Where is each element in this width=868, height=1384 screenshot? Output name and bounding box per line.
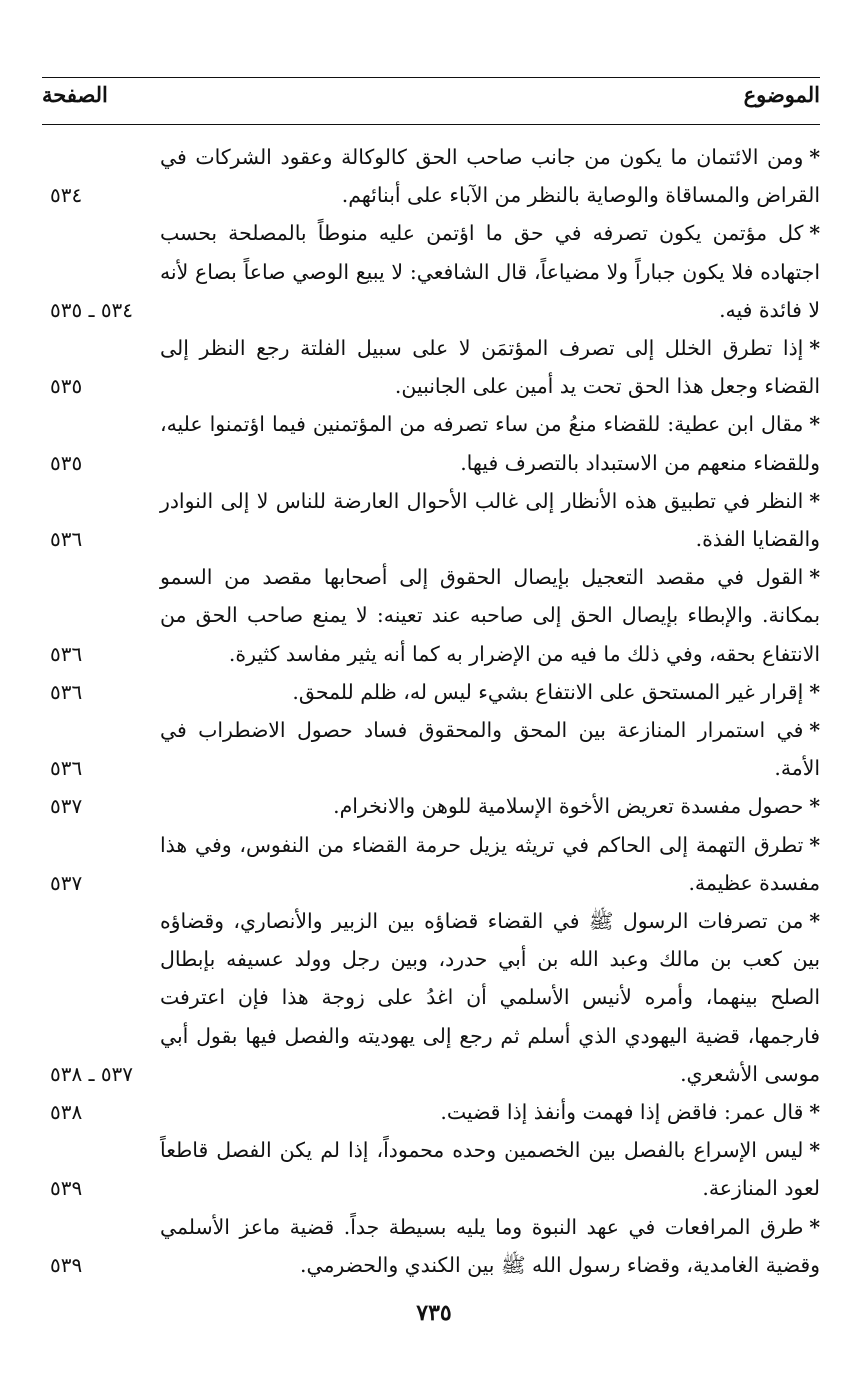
entry-page-ref: ٥٣٥ xyxy=(50,374,83,399)
entry-page-ref: ٥٣٩ xyxy=(50,1252,83,1277)
entry-topic: تطرق التهمة إلى الحاكم في تريثه يزيل حرمة القضاء من النفوس، وفي هذا مفسدة عظيمة. xyxy=(160,832,820,895)
index-entry xyxy=(42,405,820,481)
entry-page-ref: ٥٣٧ xyxy=(50,870,83,895)
page-column-heading: الصفحة xyxy=(42,82,108,107)
entry-topic: قال عمر: فاقض إذا فهمت وأنفذ إذا قضيت. xyxy=(440,1100,804,1125)
entry-topic: مقال ابن عطية: للقضاء منعُ من ساء تصرفه من المؤتمنين فيما اؤتمنوا عليه، وللقضاء منعهم من الاستبداد بالتصرف فيها. xyxy=(160,412,820,475)
topic-column-heading: الموضوع xyxy=(743,82,820,107)
entry-text xyxy=(160,558,820,673)
entry-text xyxy=(160,673,820,711)
bullet-asterisk: * xyxy=(809,145,820,169)
index-entry xyxy=(42,711,820,787)
entry-text xyxy=(160,711,820,787)
entry-text xyxy=(160,1093,820,1131)
entry-text xyxy=(160,826,820,902)
entry-text xyxy=(160,329,820,405)
index-entry xyxy=(42,902,820,1093)
entry-page-ref: ٥٣٤ ـ ٥٣٥ xyxy=(50,297,134,322)
bullet-asterisk: * xyxy=(809,679,820,704)
entry-topic: طرق المرافعات في عهد النبوة وما يليه بسيطة جداً. قضية ماعز الأسلمي وقضية الغامدية، وقضاء رسول الله ﷺ بين الكندي والحضرمي. xyxy=(160,1214,820,1277)
index-entries xyxy=(42,138,820,1284)
bullet-asterisk: * xyxy=(809,221,820,246)
page-number: ٧٣٥ xyxy=(416,1300,452,1326)
bullet-asterisk: * xyxy=(809,412,820,437)
entry-topic: من تصرفات الرسول ﷺ في القضاء قضاؤه بين الزبير والأنصاري، وقضاؤه بين كعب بن مالك وعبد الله بن أبي حدرد، وبين رجل وولد عسيفه بإبطال الصلح بينهما، وأمره لأنيس الأسلمي أن اغدُ على زوجة هذا فإن اعترفت فارجمها، قضية اليهودي الذي أسلم ثم رجع إلى يهوديته والفصل فيها بقول أبي موسى الأشعري. xyxy=(160,909,820,1086)
bullet-asterisk: * xyxy=(809,718,820,743)
index-entry xyxy=(42,787,820,825)
index-entry xyxy=(42,558,820,673)
entry-text xyxy=(160,138,820,214)
entry-topic: حصول مفسدة تعريض الأخوة الإسلامية للوهن والانخرام. xyxy=(333,794,804,819)
index-entry xyxy=(42,138,820,214)
index-entry xyxy=(42,1093,820,1131)
entry-text xyxy=(160,902,820,1093)
bullet-asterisk: * xyxy=(809,832,820,857)
entry-topic: النظر في تطبيق هذه الأنظار إلى غالب الأحوال العارضة للناس لا إلى النوادر والقضايا الفذة. xyxy=(160,488,820,552)
entry-page-ref: ٥٣٤ xyxy=(50,183,83,208)
entry-topic: ومن الائتمان ما يكون من جانب صاحب الحق كالوكالة وعقود الشركات في القراض والمساقاة والوصاية بالنظر من الآباء على أبنائهم. xyxy=(160,145,820,208)
entry-page-ref: ٥٣٥ xyxy=(50,450,83,475)
header-bottom-rule xyxy=(42,124,820,125)
bullet-asterisk: * xyxy=(809,794,820,819)
entry-text xyxy=(160,1131,820,1207)
entry-page-ref: ٥٣٧ ـ ٥٣٨ xyxy=(50,1061,134,1086)
bullet-asterisk: * xyxy=(809,488,820,513)
bullet-asterisk: * xyxy=(809,909,820,934)
entry-topic: القول في مقصد التعجيل بإيصال الحقوق إلى أصحابها مقصد من السمو بمكانة. والإبطاء بإيصال الحق إلى صاحبه عند تعينه: لا يمنع صاحب الحق من الانتفاع بحقه، وفي ذلك ما فيه من الإضرار به كما أنه يثير مفاسد كثيرة. xyxy=(160,565,820,666)
entry-topic: إقرار غير المستحق على الانتفاع بشيء ليس له، ظلم للمحق. xyxy=(292,679,804,704)
entry-text xyxy=(160,214,820,329)
index-entry xyxy=(42,826,820,902)
index-entry xyxy=(42,673,820,711)
bullet-asterisk: * xyxy=(809,1138,820,1163)
entry-page-ref: ٥٣٩ xyxy=(50,1176,83,1201)
entry-page-ref: ٥٣٦ xyxy=(50,527,83,552)
index-entry xyxy=(42,1208,820,1284)
page-header xyxy=(42,78,820,118)
index-entry xyxy=(42,329,820,405)
entry-text xyxy=(160,482,820,558)
bullet-asterisk: * xyxy=(809,565,820,590)
entry-text xyxy=(160,1208,820,1284)
index-entry xyxy=(42,482,820,558)
entry-topic: إذا تطرق الخلل إلى تصرف المؤتمَن لا على سبيل الفلتة رجع النظر إلى القضاء وجعل هذا الحق تحت يد أمين على الجانبين. xyxy=(160,336,820,399)
entry-page-ref: ٥٣٦ xyxy=(50,641,83,666)
bullet-asterisk: * xyxy=(809,336,820,361)
index-entry xyxy=(42,1131,820,1207)
entry-topic: في استمرار المنازعة بين المحق والمحقوق فساد حصول الاضطراب في الأمة. xyxy=(160,718,820,781)
bullet-asterisk: * xyxy=(809,1100,820,1125)
entry-page-ref: ٥٣٦ xyxy=(50,679,83,704)
entry-topic: ليس الإسراع بالفصل بين الخصمين وحده محموداً، إذا لم يكن الفصل قاطعاً لعود المنازعة. xyxy=(160,1138,820,1201)
index-entry xyxy=(42,214,820,329)
entry-text xyxy=(160,787,820,825)
entry-topic: كل مؤتمن يكون تصرفه في حق ما اؤتمن عليه منوطاً بالمصلحة بحسب اجتهاده فلا يكون جباراً ولا مضياعاً، قال الشافعي: لا يبيع الوصي صاعاً بصاع لأنه لا فائدة فيه. xyxy=(160,221,820,322)
entry-page-ref: ٥٣٨ xyxy=(50,1100,83,1125)
entry-page-ref: ٥٣٧ xyxy=(50,794,83,819)
entry-text xyxy=(160,405,820,481)
entry-page-ref: ٥٣٦ xyxy=(50,756,83,781)
bullet-asterisk: * xyxy=(809,1214,820,1239)
